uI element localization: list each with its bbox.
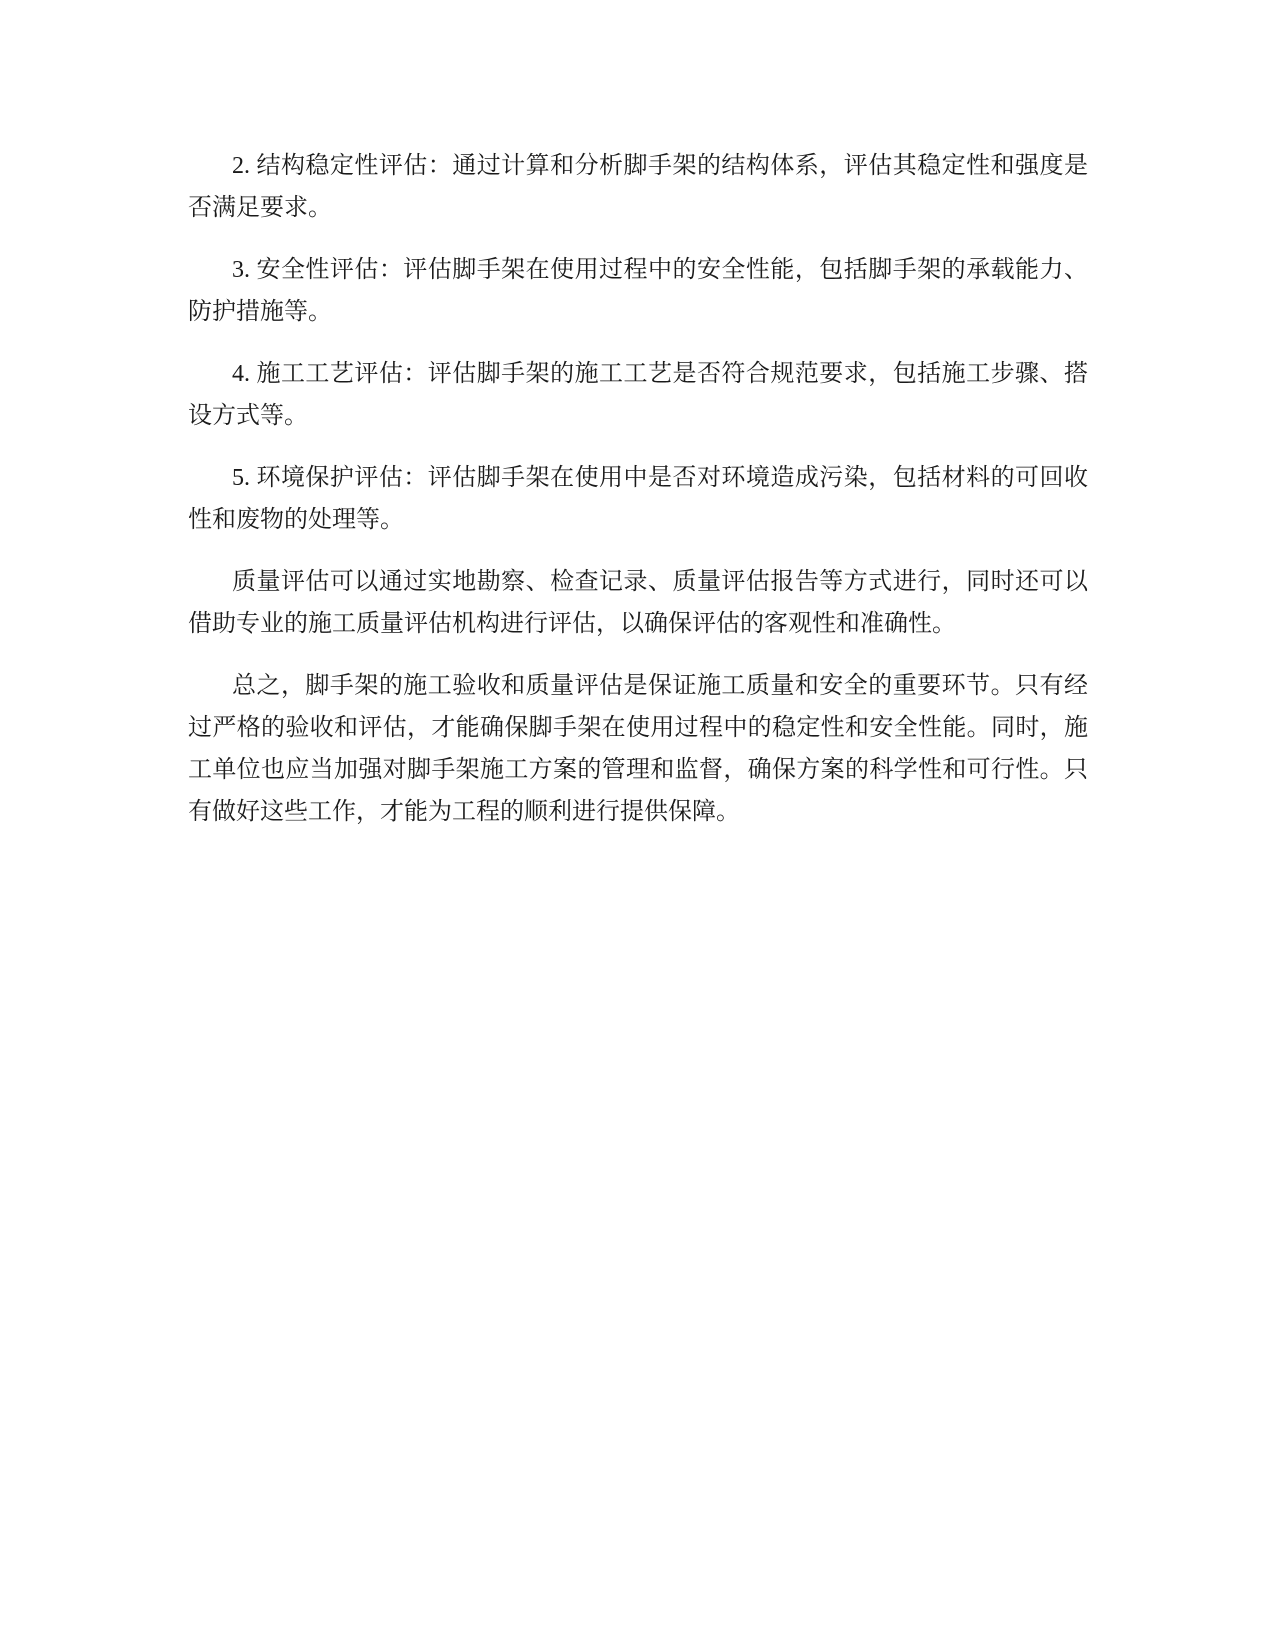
document-body bbox=[188, 145, 1088, 853]
paragraph-structural-stability: 2. 结构稳定性评估：通过计算和分析脚手架的结构体系，评估其稳定性和强度是否满足要求。 bbox=[188, 153, 1088, 221]
paragraph-safety: 3. 安全性评估：评估脚手架在使用过程中的安全性能，包括脚手架的承载能力、防护措施等。 bbox=[188, 257, 1088, 325]
paragraph-environmental-protection: 5. 环境保护评估：评估脚手架在使用中是否对环境造成污染，包括材料的可回收性和废物的处理等。 bbox=[188, 465, 1088, 533]
paragraph-construction-process: 4. 施工工艺评估：评估脚手架的施工工艺是否符合规范要求，包括施工步骤、搭设方式等。 bbox=[188, 361, 1088, 429]
paragraph-quality-assessment-methods: 质量评估可以通过实地勘察、检查记录、质量评估报告等方式进行，同时还可以借助专业的施工质量评估机构进行评估，以确保评估的客观性和准确性。 bbox=[188, 569, 1088, 637]
paragraph-conclusion: 总之，脚手架的施工验收和质量评估是保证施工质量和安全的重要环节。只有经过严格的验收和评估，才能确保脚手架在使用过程中的稳定性和安全性能。同时，施工单位也应当加强对脚手架施工方案的管理和监督，确保方案的科学性和可行性。只有做好这些工作，才能为工程的顺利进行提供保障。 bbox=[188, 673, 1088, 825]
